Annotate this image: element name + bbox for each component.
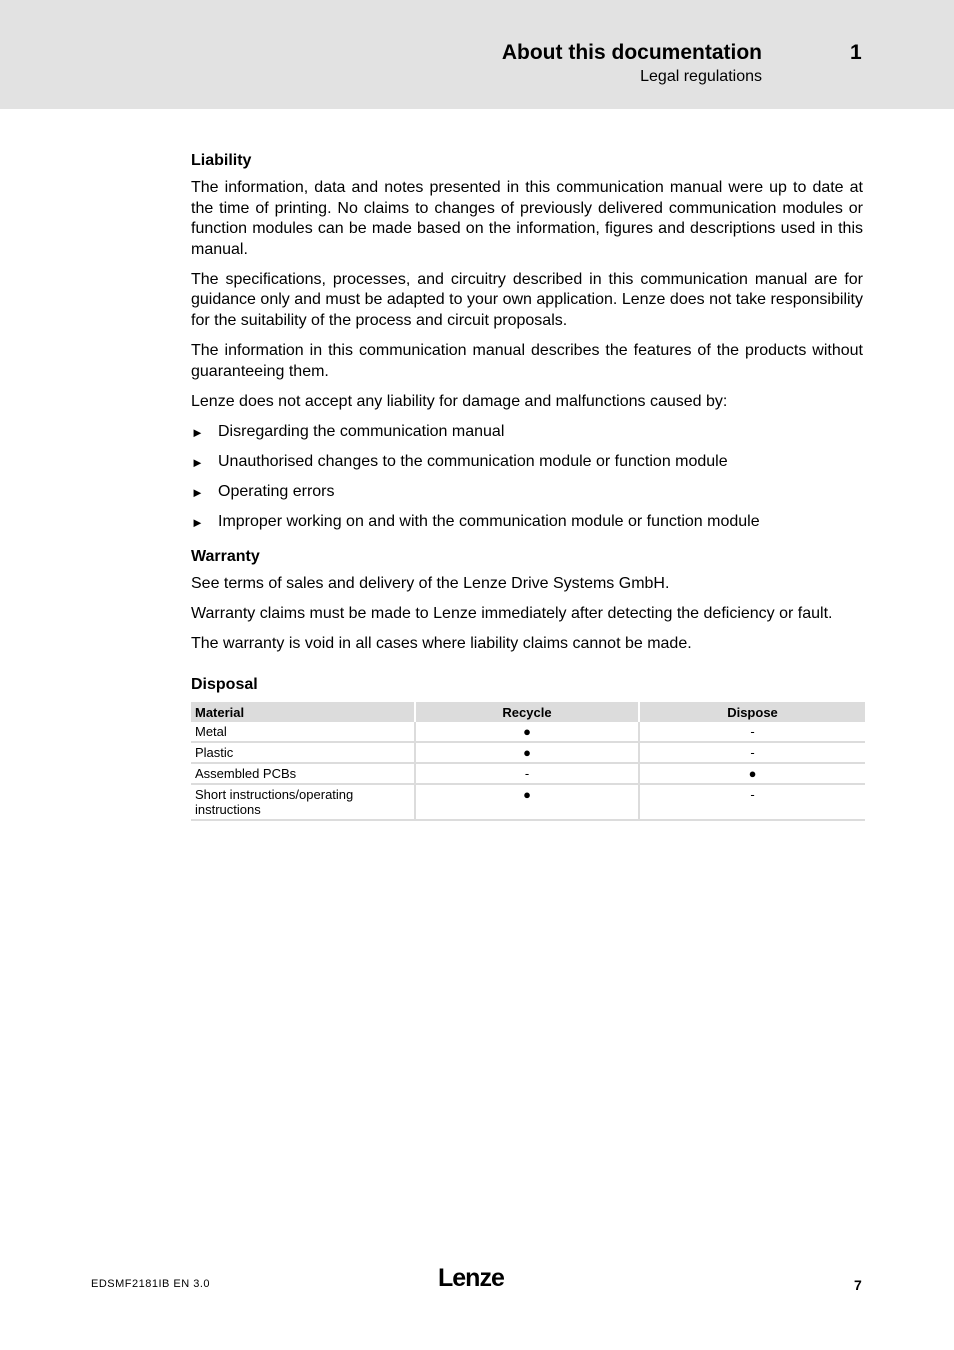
warranty-paragraph: Warranty claims must be made to Lenze immediately after detecting the deficiency or fault. — [191, 605, 833, 623]
list-item — [191, 452, 863, 473]
table-row — [191, 722, 865, 743]
warranty-heading: Warranty — [191, 548, 260, 566]
material-cell: Assembled PCBs — [191, 764, 416, 785]
dispose-cell: - — [640, 785, 865, 821]
page-title: About this documentation — [501, 41, 762, 64]
liability-paragraph: Lenze does not accept any liability for damage and malfunctions caused by: — [191, 392, 728, 410]
column-header-recycle: Recycle — [416, 702, 640, 722]
list-item — [191, 422, 863, 443]
table-header-row — [191, 702, 865, 722]
liability-paragraph: The information in this communication manual describes the features of the products without guaranteeing them. — [191, 342, 863, 380]
material-cell: Plastic — [191, 743, 416, 764]
liability-paragraph: The specifications, processes, and circuitry described in this communication manual are for guidance only and must be adapted to your own application. Lenze does not take responsibility for the suitability of the process and circuit proposals. — [191, 270, 863, 330]
recycle-cell: ● — [416, 722, 640, 743]
table-row — [191, 785, 865, 821]
material-cell: Short instructions/operating instructions — [191, 785, 416, 821]
recycle-cell: ● — [416, 743, 640, 764]
dispose-cell: ● — [640, 764, 865, 785]
list-item-text: Unauthorised changes to the communication module or function module — [218, 452, 728, 470]
arrow-bullet-icon: ► — [191, 484, 204, 500]
document-id: EDSMF2181IB EN 3.0 — [91, 1278, 211, 1290]
column-header-dispose: Dispose — [640, 702, 865, 722]
header-band — [0, 0, 954, 109]
recycle-cell: ● — [416, 785, 640, 821]
list-item-text: Operating errors — [218, 482, 335, 500]
main-content — [191, 150, 863, 821]
chapter-number: 1 — [850, 41, 862, 64]
lenze-logo: Lenze — [438, 1264, 504, 1292]
section-subtitle: Legal regulations — [640, 68, 762, 85]
liability-paragraph: The information, data and notes presented in this communication manual were up to date at the time of printing. No claims to changes of previously delivered communication modules or function modules can be made based on the information, figures and descriptions used in this manual. — [191, 179, 863, 258]
dispose-cell: - — [640, 722, 865, 743]
arrow-bullet-icon: ► — [191, 424, 204, 440]
warranty-paragraph: See terms of sales and delivery of the Lenze Drive Systems GmbH. — [191, 575, 670, 593]
warranty-paragraph: The warranty is void in all cases where liability claims cannot be made. — [191, 635, 692, 653]
table-row — [191, 764, 865, 785]
list-item-text: Improper working on and with the communication module or function module — [218, 512, 760, 530]
column-header-material: Material — [191, 702, 416, 722]
material-cell: Metal — [191, 722, 416, 743]
list-item-text: Disregarding the communication manual — [218, 422, 505, 440]
arrow-bullet-icon: ► — [191, 514, 204, 530]
liability-bullet-list — [191, 422, 863, 532]
disposal-table — [191, 702, 865, 821]
disposal-heading: Disposal — [191, 676, 258, 694]
recycle-cell: - — [416, 764, 640, 785]
table-row — [191, 743, 865, 764]
dispose-cell: - — [640, 743, 865, 764]
liability-heading: Liability — [191, 152, 252, 169]
page-number: 7 — [854, 1277, 862, 1293]
arrow-bullet-icon: ► — [191, 454, 204, 470]
list-item — [191, 482, 863, 503]
list-item — [191, 512, 863, 533]
